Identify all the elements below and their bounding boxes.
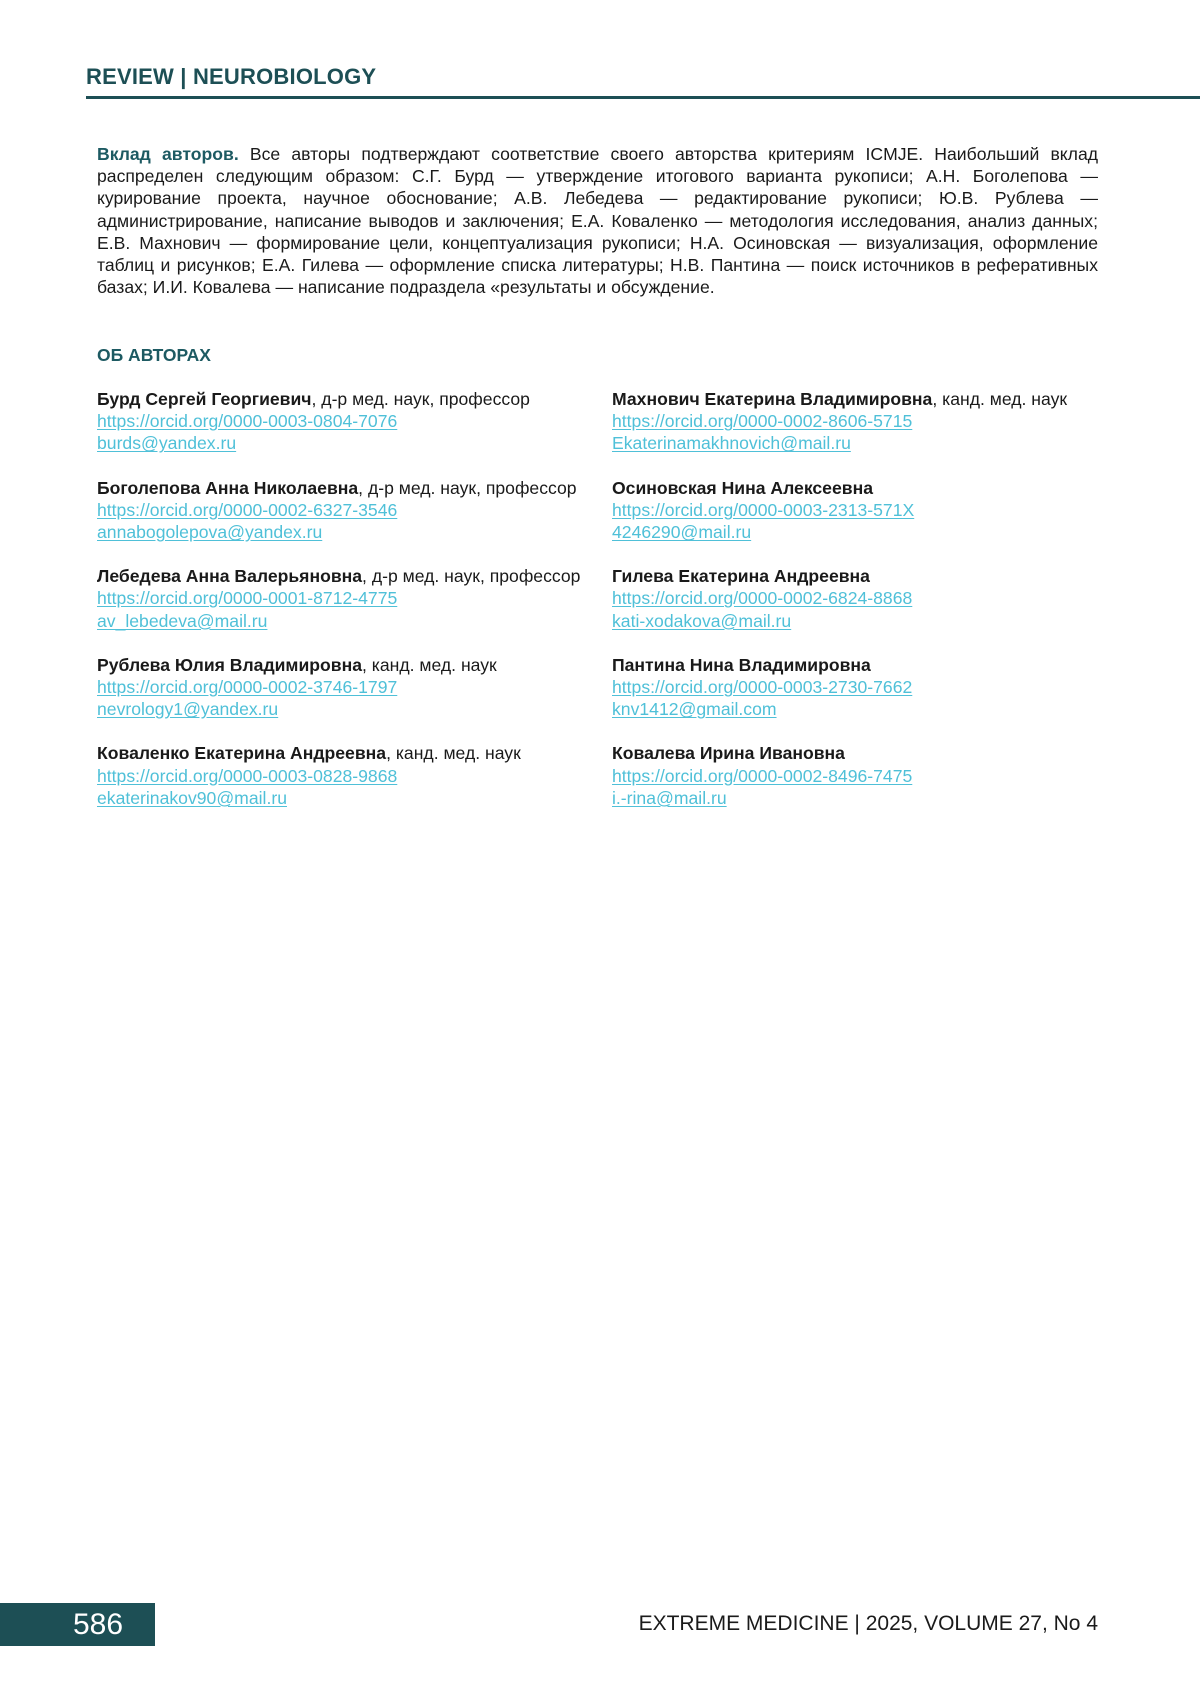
author-name: Пантина Нина Владимировна [612,654,871,675]
email-link[interactable]: 4246290@mail.ru [612,522,752,543]
author-credentials [97,654,583,676]
orcid-link[interactable]: https://orcid.org/0000-0002-8496-7475 [612,765,913,786]
author-name: Лебедева Анна Валерьяновна [97,566,363,587]
author-credentials [612,477,1102,499]
author-name: Рублева Юлия Владимировна [97,654,362,675]
author-degree: , д-р мед. наук, профессор [358,477,577,498]
author-name: Махнович Екатерина Владимировна [612,389,933,409]
author-credentials [612,654,1102,676]
author-contributions [97,143,1098,298]
author-name: Гилева Екатерина Андреевна [612,566,870,587]
orcid-link[interactable]: https://orcid.org/0000-0003-2313-571X [612,499,915,520]
page-number: 586 [73,1608,124,1641]
orcid-link[interactable]: https://orcid.org/0000-0002-6824-8868 [612,588,913,609]
email-link[interactable]: knv1412@gmail.com [612,699,777,720]
author-degree: , канд. мед. наук [386,743,521,764]
orcid-link[interactable]: https://orcid.org/0000-0002-6327-3546 [97,499,398,520]
orcid-link[interactable]: https://orcid.org/0000-0003-2730-7662 [612,677,913,698]
author-entry [612,477,1102,544]
author-entry [612,654,1102,721]
author-credentials [612,565,1102,587]
about-authors-title: ОБ АВТОРАХ [97,345,211,365]
email-link[interactable]: av_lebedeva@mail.ru [97,610,268,631]
author-credentials [97,477,583,499]
orcid-link[interactable]: https://orcid.org/0000-0003-0828-9868 [97,765,398,786]
author-degree: , канд. мед. наук [362,654,497,675]
author-degree: , канд. мед. наук [932,389,1068,409]
author-name: Бурд Сергей Георгиевич [97,389,312,409]
author-name: Боголепова Анна Николаевна [97,477,359,498]
author-entry [612,742,1102,809]
authors-right-column [612,388,1102,831]
contributions-text: Все авторы подтверждают соответствие своего авторства критериям ICMJE. Наибольший вклад распределен следующим образом: С.Г. Бурд — утверждение итогового варианта рукописи; А.Н. Боголепова — курирование проекта, научное обоснование; А.В. Лебедева — редактирование рукописи; Ю.В. Рублева — администрирование, написание выводов и заключения; Е.А. Коваленко — методология исследования, анализ данных; Е.В. Махнович — формирование цели, концептуализация рукописи; Н.А. Осиновская — визуализация, оформление таблиц и рисунков; Е.А. Гилева — оформление списка литературы; Н.В. Пантина — поиск источников в реферативных базах; И.И. Ковалева — написание подраздела «результаты и обсуждение. [97,144,1099,298]
orcid-link[interactable]: https://orcid.org/0000-0002-8606-5715 [612,411,913,432]
author-name: Ковалева Ирина Ивановна [612,743,845,764]
orcid-link[interactable]: https://orcid.org/0000-0003-0804-7076 [97,411,398,432]
author-credentials [97,742,583,764]
author-entry [97,654,583,721]
email-link[interactable]: Ekaterinamakhnovich@mail.ru [612,433,851,454]
page-number-box [0,1603,155,1646]
section-heading: REVIEW | NEUROBIOLOGY [86,64,377,89]
author-entry [97,477,583,544]
email-link[interactable]: annabogolepova@yandex.ru [97,522,323,543]
running-header [86,60,1200,99]
author-entry [612,388,1102,455]
contributions-label: Вклад авторов. [97,144,239,164]
author-degree: , д-р мед. наук, профессор [311,389,530,409]
author-credentials [612,388,1102,410]
author-entry [97,565,583,632]
authors-left-column [97,388,583,831]
email-link[interactable]: nevrology1@yandex.ru [97,699,279,720]
email-link[interactable]: burds@yandex.ru [97,433,237,454]
journal-footer: EXTREME MEDICINE | 2025, VOLUME 27, No 4 [638,1612,1098,1635]
orcid-link[interactable]: https://orcid.org/0000-0001-8712-4775 [97,588,398,609]
author-credentials [97,565,583,587]
author-name: Коваленко Екатерина Андреевна [97,743,387,764]
email-link[interactable]: ekaterinakov90@mail.ru [97,787,287,808]
author-entry [97,742,583,809]
author-name: Осиновская Нина Алексеевна [612,477,873,498]
author-credentials [97,388,583,410]
email-link[interactable]: kati-xodakova@mail.ru [612,610,792,631]
email-link[interactable]: i.-rina@mail.ru [612,787,727,808]
orcid-link[interactable]: https://orcid.org/0000-0002-3746-1797 [97,677,398,698]
author-credentials [612,742,1102,764]
author-degree: , д-р мед. наук, профессор [362,566,581,587]
author-entry [612,565,1102,632]
author-entry [97,388,583,455]
